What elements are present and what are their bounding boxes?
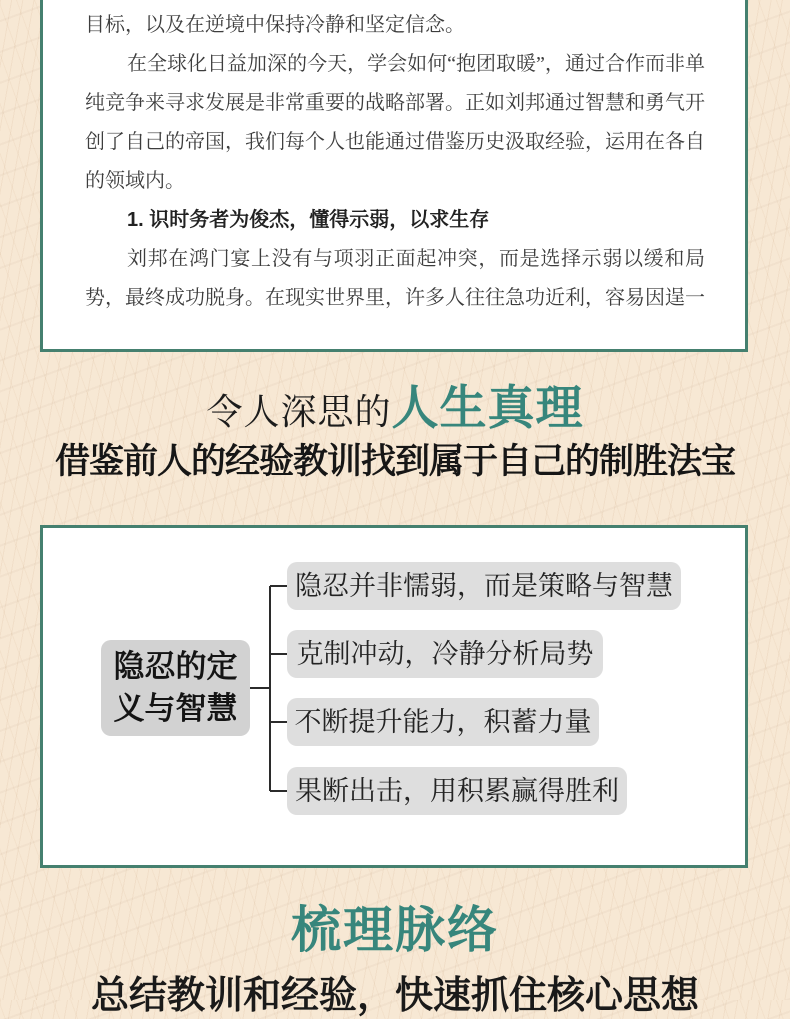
mindmap-branch: 果断出击，用积累赢得胜利: [287, 767, 627, 815]
footer-section-subtitle: 总结教训和经验，快速抓住核心思想: [90, 975, 699, 1017]
footer-section-title: 梳理脉络: [291, 902, 499, 958]
intro-line: 1. 识时务者为俊杰，懂得示弱，以求生存: [127, 209, 490, 231]
intro-line: 刘邦在鸿门宴上没有与项羽正面起冲突，而是选择示弱以缓和局: [127, 248, 705, 270]
intro-line: 在全球化日益加深的今天，学会如何“抱团取暖”，通过合作而非单: [127, 53, 705, 75]
section-headline: [0, 371, 790, 438]
headline-prefix: 令人深思的: [206, 392, 392, 432]
intro-line: 的领域内。: [85, 170, 185, 192]
intro-line: 目标，以及在逆境中保持冷静和坚定信念。: [85, 14, 465, 36]
intro-text-card: [40, 0, 748, 352]
headline-highlight: 人生真理: [391, 383, 584, 435]
mindmap-branch: 不断提升能力，积蓄力量: [287, 698, 599, 746]
mindmap-branch: 隐忍并非懦弱，而是策略与智慧: [287, 562, 681, 610]
intro-line: 创了自己的帝国，我们每个人也能通过借鉴历史汲取经验，运用在各自: [85, 131, 705, 153]
root-node-line1: 隐忍的定: [113, 649, 238, 684]
mindmap-card: [40, 525, 748, 868]
mindmap-root-node: [101, 640, 250, 736]
intro-line: 纯竞争来寻求发展是非常重要的战略部署。正如刘邦通过智慧和勇气开: [85, 92, 705, 114]
intro-line: 势，最终成功脱身。在现实世界里，许多人往往急功近利，容易因逞一: [85, 287, 705, 309]
headline-tagline: 借鉴前人的经验教训找到属于自己的制胜法宝: [54, 442, 735, 481]
intro-paragraph-lines: [85, 0, 705, 318]
mindmap-branch: 克制冲动，冷静分析局势: [287, 630, 603, 678]
root-node-line2: 义与智慧: [113, 691, 238, 726]
